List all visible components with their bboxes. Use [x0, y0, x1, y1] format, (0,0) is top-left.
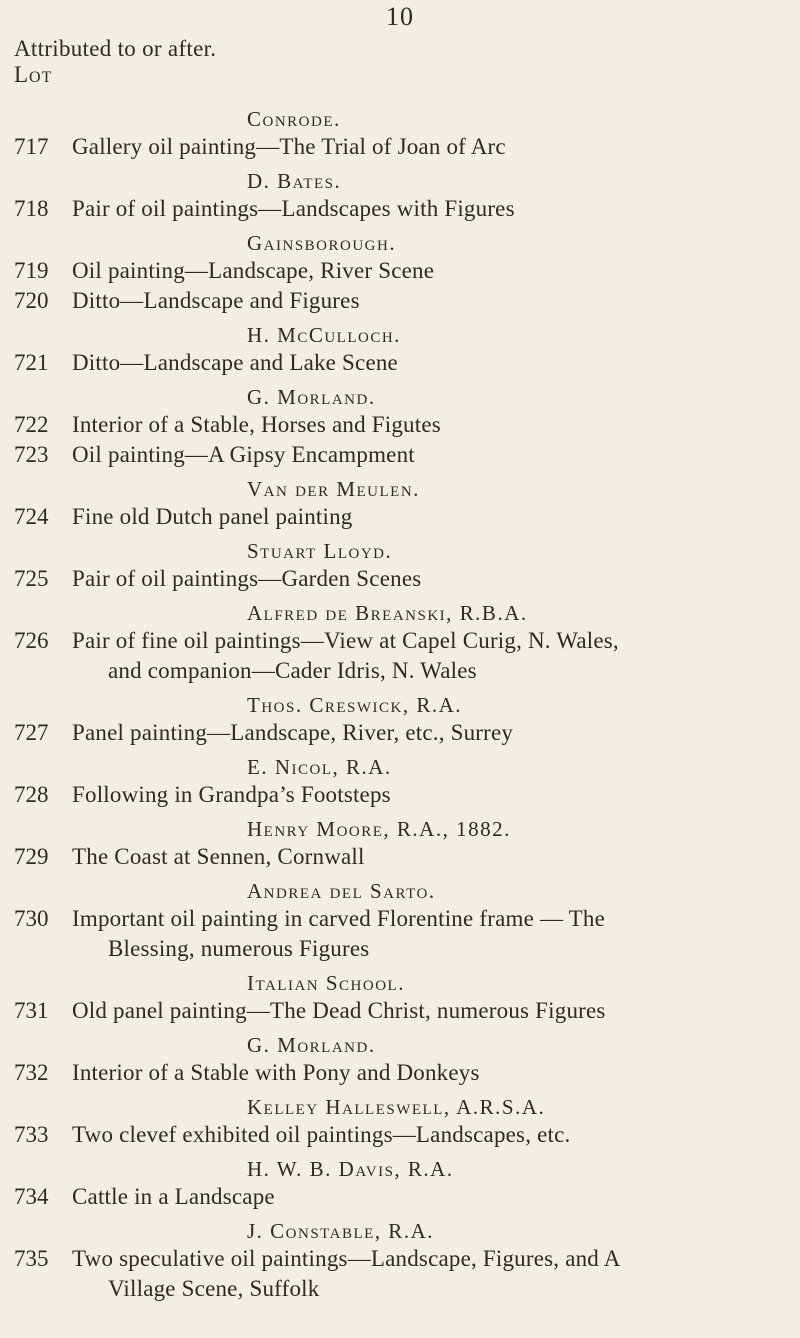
artist-name: Italian School.: [247, 971, 405, 995]
lot-description-line: Ditto—Landscape and Lake Scene: [72, 350, 398, 375]
artist-group: [0, 322, 800, 384]
lot-number: 717: [14, 134, 49, 159]
lot-description-line: Two speculative oil paintings—Landscape, Figures, and A: [72, 1246, 621, 1271]
lot-description-line: Following in Grandpa’s Footsteps: [72, 782, 391, 807]
lot-number: 725: [14, 566, 49, 591]
artist-group: [0, 1218, 800, 1310]
lot-description: [72, 996, 788, 1026]
lot-description: [72, 626, 788, 686]
lot-description-line: Cattle in a Landscape: [72, 1184, 275, 1209]
artist-name: D. Bates.: [247, 169, 342, 193]
lot-description-line: Panel painting—Landscape, River, etc., Surrey: [72, 720, 514, 745]
lot-number: 727: [14, 720, 49, 745]
lot-description-line: Important oil painting in carved Florentine frame — The: [72, 906, 606, 931]
lot-number: 729: [14, 844, 49, 869]
lot-number: 718: [14, 196, 49, 221]
lot-number: 720: [14, 288, 49, 313]
lot-entry: [0, 410, 800, 440]
lot-number: 722: [14, 412, 49, 437]
lot-number: 735: [14, 1246, 49, 1271]
lot-entry: [0, 842, 800, 872]
artist-name: Andrea del Sarto.: [247, 879, 436, 903]
lot-description-line: Gallery oil painting—The Trial of Joan of Arc: [72, 134, 506, 159]
artist-group: [0, 168, 800, 230]
lot-entry: [0, 1244, 800, 1304]
lot-description: [72, 410, 788, 440]
lot-number: 719: [14, 258, 49, 283]
lot-description-line: Two clevef exhibited oil paintings—Landscapes, etc.: [72, 1122, 571, 1147]
lot-description: [72, 502, 788, 532]
artist-group: [0, 1094, 800, 1156]
lot-entry: [0, 1058, 800, 1088]
lot-number: 724: [14, 504, 49, 529]
artist-group: [0, 106, 800, 168]
artist-group: [0, 1156, 800, 1218]
artist-group: [0, 1032, 800, 1094]
lot-number: 734: [14, 1184, 49, 1209]
artist-group: [0, 230, 800, 322]
artist-name: H. McCulloch.: [247, 323, 401, 347]
lot-description-line: The Coast at Sennen, Cornwall: [72, 844, 365, 869]
lot-description-line: Oil painting—A Gipsy Encampment: [72, 442, 415, 467]
lot-entry: [0, 1120, 800, 1150]
lot-description-line: Interior of a Stable with Pony and Donkeys: [72, 1060, 480, 1085]
lot-number: 728: [14, 782, 49, 807]
lot-description: [72, 194, 788, 224]
lot-entry: [0, 256, 800, 286]
lot-description: [72, 564, 788, 594]
artist-name: E. Nicol, R.A.: [247, 755, 392, 779]
lot-description-line: Pair of oil paintings—Landscapes with Figures: [72, 196, 515, 221]
lot-entry: [0, 564, 800, 594]
lot-entry: [0, 502, 800, 532]
artist-name: H. W. B. Davis, R.A.: [247, 1157, 454, 1181]
lot-description: [72, 904, 788, 964]
artist-name: Stuart Lloyd.: [247, 539, 393, 563]
lot-description-continuation: Village Scene, Suffolk: [108, 1276, 320, 1301]
artist-name: Conrode.: [247, 107, 341, 131]
lot-description: [72, 1244, 788, 1304]
artist-name: Alfred de Breanski, R.B.A.: [247, 601, 528, 625]
lot-number: 723: [14, 442, 49, 467]
artist-group: [0, 754, 800, 816]
lot-entry: [0, 348, 800, 378]
lot-entry: [0, 626, 800, 686]
lot-description-line: Interior of a Stable, Horses and Figutes: [72, 412, 441, 437]
lot-entry: [0, 904, 800, 964]
artist-name: G. Morland.: [247, 385, 376, 409]
lot-description-line: Pair of oil paintings—Garden Scenes: [72, 566, 422, 591]
lot-description: [72, 1058, 788, 1088]
section-heading: Attributed to or after.: [14, 36, 217, 61]
lot-description-line: Pair of fine oil paintings—View at Capel Curig, N. Wales,: [72, 628, 619, 653]
lot-number: 726: [14, 628, 49, 653]
lot-entry: [0, 996, 800, 1026]
artist-group: [0, 538, 800, 600]
lot-description: [72, 348, 788, 378]
artist-name: G. Morland.: [247, 1033, 376, 1057]
lot-description-line: Fine old Dutch panel painting: [72, 504, 353, 529]
artist-name: Thos. Creswick, R.A.: [247, 693, 463, 717]
lot-number: 732: [14, 1060, 49, 1085]
artist-name: Henry Moore, R.A., 1882.: [247, 817, 511, 841]
lot-description: [72, 842, 788, 872]
lot-description: [72, 132, 788, 162]
lot-list: [0, 106, 800, 1310]
lot-entry: [0, 780, 800, 810]
lot-description-line: Old panel painting—The Dead Christ, numerous Figures: [72, 998, 606, 1023]
artist-name: J. Constable, R.A.: [247, 1219, 434, 1243]
lot-description: [72, 1182, 788, 1212]
artist-name: Van der Meulen.: [247, 477, 420, 501]
artist-group: [0, 476, 800, 538]
artist-group: [0, 878, 800, 970]
lot-description: [72, 286, 788, 316]
lot-entry: [0, 440, 800, 470]
artist-group: [0, 970, 800, 1032]
lot-number: 730: [14, 906, 49, 931]
lot-description-line: Ditto—Landscape and Figures: [72, 288, 360, 313]
lot-description: [72, 256, 788, 286]
lot-description-continuation: Blessing, numerous Figures: [108, 936, 370, 961]
lot-entry: [0, 194, 800, 224]
lot-description-continuation: and companion—Cader Idris, N. Wales: [108, 658, 477, 683]
artist-group: [0, 384, 800, 476]
lot-number: 731: [14, 998, 49, 1023]
lot-description-line: Oil painting—Landscape, River Scene: [72, 258, 435, 283]
artist-group: [0, 816, 800, 878]
page-number: 10: [386, 2, 414, 31]
lot-entry: [0, 1182, 800, 1212]
lot-description: [72, 440, 788, 470]
lot-description: [72, 1120, 788, 1150]
artist-name: Kelley Halleswell, A.R.S.A.: [247, 1095, 546, 1119]
artist-name: Gainsborough.: [247, 231, 397, 255]
lot-number: 733: [14, 1122, 49, 1147]
lot-number: 721: [14, 350, 49, 375]
artist-group: [0, 692, 800, 754]
lot-description: [72, 718, 788, 748]
lot-entry: [0, 286, 800, 316]
lot-entry: [0, 718, 800, 748]
lot-column-heading: Lot: [14, 62, 53, 87]
lot-entry: [0, 132, 800, 162]
lot-description: [72, 780, 788, 810]
artist-group: [0, 600, 800, 692]
